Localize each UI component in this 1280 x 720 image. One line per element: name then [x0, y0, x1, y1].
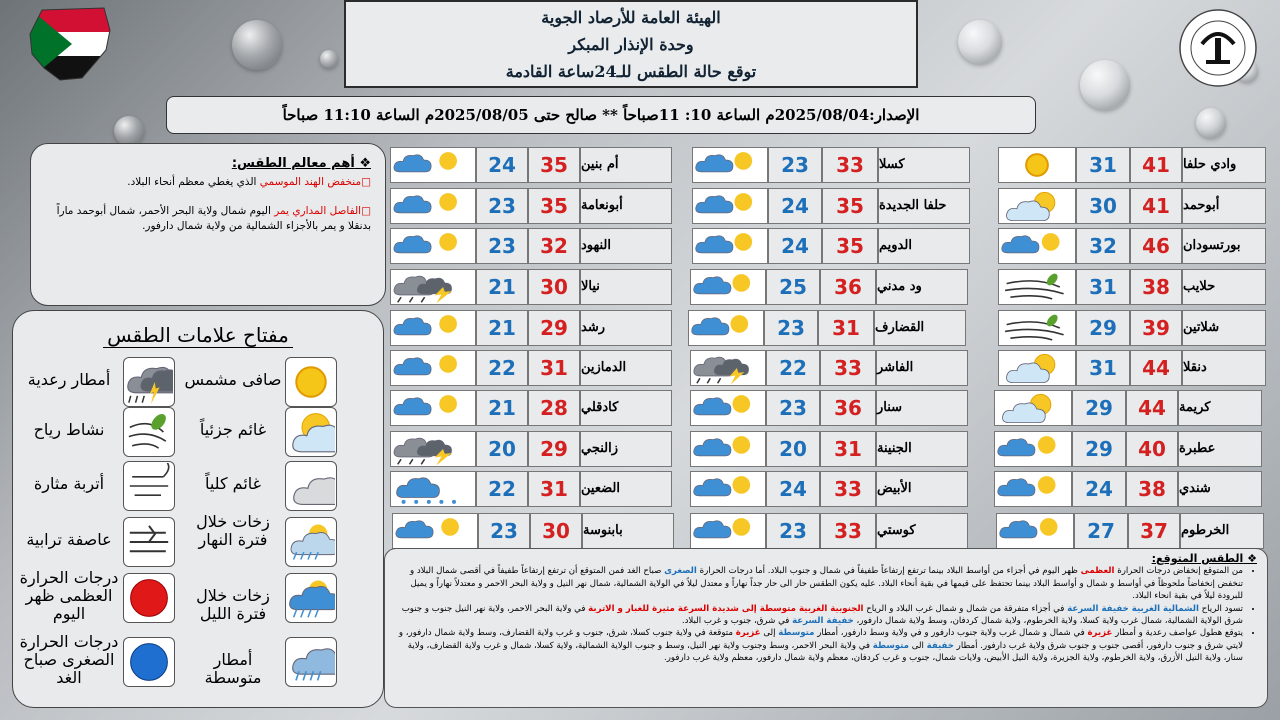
min-temperature: 20 [476, 431, 528, 467]
city-name: بورتسودان [1182, 228, 1266, 264]
max-temperature: 35 [822, 188, 878, 224]
meteorological-authority-logo [1178, 8, 1258, 88]
max-temperature: 41 [1130, 188, 1182, 224]
water-drop [232, 20, 282, 70]
weather-condition-icon [390, 471, 476, 507]
feature-1-text: الذي يغطي معظم أنحاء البلاد. [127, 176, 260, 188]
water-drop [1196, 108, 1226, 138]
max-temperature: 44 [1126, 390, 1178, 426]
thunderstorm-icon [123, 357, 175, 407]
night-showers-icon [285, 573, 337, 623]
legend-label: عاصفة ترابية [26, 530, 112, 549]
city-name: الدمازين [580, 350, 672, 386]
max-temperature: 36 [820, 269, 876, 305]
legend-label: غائم جزئياً [199, 420, 267, 439]
city-name: كادقلي [580, 390, 672, 426]
city-name: حلايب [1182, 269, 1266, 305]
legend-title: مفتاح علامات الطقس [103, 323, 293, 348]
dust-icon [123, 461, 175, 511]
min-temperature: 23 [766, 390, 820, 426]
city-name: كريمة [1178, 390, 1262, 426]
min-temperature: 23 [478, 513, 530, 549]
sudan-flag-map [24, 4, 116, 84]
min-temperature: 21 [476, 269, 528, 305]
legend-label: درجات الحرارة الصغرى صباح الغد [19, 632, 119, 687]
weather-condition-icon [994, 390, 1072, 426]
city-name: الأبيض [876, 471, 968, 507]
city-name: دنقلا [1182, 350, 1266, 386]
min-temperature: 23 [764, 310, 818, 346]
city-name: وادي حلفا [1182, 147, 1266, 183]
weather-condition-icon [390, 147, 476, 183]
weather-condition-icon [392, 513, 478, 549]
max-temperature: 33 [820, 350, 876, 386]
feature-item-1: □منخفض الهند الموسمي الذي يغطي معظم أنحاء البلاد. [127, 176, 371, 188]
min-temperature: 20 [766, 431, 820, 467]
min-temperature: 24 [1072, 471, 1126, 507]
header-line-3: توقع حالة الطقس للـ24ساعة القادمة [505, 62, 757, 81]
city-name: الدويم [878, 228, 970, 264]
weather-condition-icon [998, 188, 1076, 224]
max-temperature: 29 [528, 431, 580, 467]
header-line-1: الهيئة العامة للأرصاد الجوية [541, 8, 721, 27]
legend-label: نشاط رياح [33, 420, 105, 439]
legend-label: أمطار رعدية [27, 370, 111, 389]
dust-storm-icon [123, 517, 175, 567]
forecast-paragraph-temperature: • من المتوقع إنخفاض درجات الحرارة العظمى ظهر اليوم في أجزاء من أواسط البلاد بينما ترتفع إرتفاعاً طفيفاً في شمال و جنوب البلاد. أما درجات الحرارة الصغرى صباح الغد فمن المتوقع أن ترتفع إرتفاعاً طفيفاً في أقصى شمال البلاد و تنخفض إنخفاضاً ملحوظاً في أواسط و شمال و أواسط البلاد بينما تحتفظ على قيمها في بقية أنحاء البلاد. عليه يكون الطقس حار الى حار جداً نهاراً و معتدل ليلاً في الولاية الشمالية، شمال نهر النيل و ولاية البحر الاحمر و معتدلاً نهاراً و يميل للبرودة ليلاً في بقية انحاء البلاد. [395, 565, 1243, 602]
min-temperature: 22 [476, 350, 528, 386]
features-title: أهم معالم الطقس: [231, 156, 355, 171]
weather-condition-icon [692, 228, 768, 264]
city-name: عطبرة [1178, 431, 1262, 467]
city-name: شندي [1178, 471, 1262, 507]
header-title-box [344, 0, 918, 88]
city-name: النهود [580, 228, 672, 264]
max-temperature: 38 [1130, 269, 1182, 305]
forecast-title: الطقس المتوقع: [1151, 552, 1244, 565]
partly-cloudy-icon [285, 407, 337, 457]
min-temperature: 24 [476, 147, 528, 183]
weather-condition-icon [390, 310, 476, 346]
weather-condition-icon [688, 310, 764, 346]
legend-label: زخات خلال فترة الليل [196, 586, 270, 623]
max-temperature: 33 [820, 471, 876, 507]
wind-icon [123, 407, 175, 457]
legend-label: صافى مشمس [184, 370, 282, 389]
min-temperature: 22 [476, 471, 528, 507]
city-name: حلفا الجديدة [878, 188, 970, 224]
city-name: نيالا [580, 269, 672, 305]
max-temperature: 39 [1130, 310, 1182, 346]
max-temperature: 35 [822, 228, 878, 264]
min-temperature: 24 [768, 228, 822, 264]
max-temperature: 33 [820, 513, 876, 549]
weather-condition-icon [996, 513, 1074, 549]
min-temperature: 25 [766, 269, 820, 305]
weather-condition-icon [390, 390, 476, 426]
weather-condition-icon [390, 269, 476, 305]
city-name: بابنوسة [582, 513, 674, 549]
max-temperature: 41 [1130, 147, 1182, 183]
feature-2-highlight: الفاصل المداري يمر [274, 205, 362, 217]
water-drop [114, 116, 144, 146]
min-temperature: 29 [1072, 390, 1126, 426]
water-drop [1080, 60, 1130, 110]
city-name: القضارف [874, 310, 966, 346]
weather-condition-icon [692, 147, 768, 183]
city-name: الخرطوم [1180, 513, 1264, 549]
min-temperature: 21 [476, 310, 528, 346]
weather-condition-icon [690, 431, 766, 467]
city-name: زالنجي [580, 431, 672, 467]
red-circle-icon [123, 573, 175, 623]
max-temperature: 35 [528, 147, 580, 183]
weather-legend-panel [12, 310, 384, 708]
weather-condition-icon [390, 188, 476, 224]
max-temperature: 36 [820, 390, 876, 426]
sun-icon [285, 357, 337, 407]
city-name: سنار [876, 390, 968, 426]
max-temperature: 30 [528, 269, 580, 305]
city-name: رشد [580, 310, 672, 346]
max-temperature: 37 [1128, 513, 1180, 549]
max-temperature: 35 [528, 188, 580, 224]
weather-condition-icon [998, 228, 1076, 264]
feature-1-highlight: منخفض الهند الموسمي [259, 176, 362, 188]
weather-condition-icon [390, 431, 476, 467]
city-name: الفاشر [876, 350, 968, 386]
min-temperature: 23 [476, 228, 528, 264]
city-name: كوستي [876, 513, 968, 549]
header-line-2: وحدة الإنذار المبكر [568, 35, 694, 54]
max-temperature: 31 [818, 310, 874, 346]
moderate-rain-icon [285, 637, 337, 687]
min-temperature: 24 [768, 188, 822, 224]
weather-condition-icon [690, 471, 766, 507]
city-name: الضعين [580, 471, 672, 507]
legend-label: غائم كلياً [204, 474, 262, 493]
min-temperature: 31 [1076, 269, 1130, 305]
expected-weather-panel: ❖ الطقس المتوقع: • من المتوقع إنخفاض درجات الحرارة العظمى ظهر اليوم في أجزاء من أواسط البلاد بينما ترتفع إرتفاعاً طفيفاً في شمال و جنوب البلاد. أما درجات الحرارة الصغرى صباح الغد فمن المتوقع أن ترتفع إرتفاعاً طفيفاً في أقصى شمال البلاد و تنخفض إنخفاضاً ملحوظاً في أواسط و شمال و أواسط البلاد بينما تحتفظ على قيمها في بقية أنحاء البلاد. عليه يكون الطقس حار الى حار جداً نهاراً و معتدل ليلاً في الولاية الشمالية، شمال نهر النيل و ولاية البحر الاحمر و معتدلاً نهاراً و يميل للبرودة ليلاً في بقية انحاء البلاد. • تسود الرياح الشمالية الغربية خفيفة السرعة في أجزاء متفرقة من شمال و شمال غرب البلاد و الرياح الجنوبية الغربية متوسطة إلى شديدة السرعة مثيرة للغبار و الاتربة في ولاية البحر الاحمر، ولاية نهر النيل جنوب و جنوب شرق الولاية الشمالية، شمال غرب ولاية كسلا، ولاية الخرطوم، ولاية شمال كردفان، وسط ولاية شمال دارفور، خفيفة السرعة في شرق، جنوب و غرب البلاد. • يتوقع هطول عواصف رعدية و أمطار غزيرة في شمال و شمال غرب ولاية جنوب دارفور و في ولاية وسط دارفور، أمطار متوسطة إلى غزيرة متوقعة في ولاية جنوب كسلا، شرق، جنوب و غرب ولاية القضارف، وسط ولاية شمال دارفور، و لايتي شرق و جنوب دارفور، أقصى جنوب و جنوب شرق ولاية غرب دارفور. أمطار خفيفة الى متوسطة في ولاية البحر الاحمر، وسط وجنوب ولاية نهر النيل، وسط و جنوب الولاية الشمالية، ولاية كسلا، شمال و غرب ولاية القضارف، ولاية سنار، ولاية النيل الأزرق، ولاية الخرطوم، ولاية الجزيرة، ولاية النيل الأبيض، ولايات شمال، جنوب و غرب كردفان، معظم ولاية شمال دارفور، معظم ولاية غرب دارفور. [384, 548, 1268, 708]
max-temperature: 32 [528, 228, 580, 264]
feature-2-text: اليوم شمال ولاية البحر الأحمر، شمال أبوحمد ماراً بدنقلا و يمر بالأجزاء الشمالية من ولاية شمال دارفور. [56, 205, 371, 232]
min-temperature: 24 [766, 471, 820, 507]
min-temperature: 30 [1076, 188, 1130, 224]
water-drop [958, 20, 1002, 64]
weather-condition-icon [390, 350, 476, 386]
min-temperature: 32 [1076, 228, 1130, 264]
weather-condition-icon [998, 269, 1076, 305]
max-temperature: 40 [1126, 431, 1178, 467]
weather-condition-icon [692, 188, 768, 224]
max-temperature: 38 [1126, 471, 1178, 507]
cloud-icon [285, 461, 337, 511]
weather-features-panel: ❖ أهم معالم الطقس: □منخفض الهند الموسمي الذي يغطي معظم أنحاء البلاد. □الفاصل المداري يمر اليوم شمال ولاية البحر الأحمر، شمال أبوحمد ماراً بدنقلا و يمر بالأجزاء الشمالية من ولاية شمال دارفور. [30, 143, 386, 306]
weather-condition-icon [994, 471, 1072, 507]
min-temperature: 23 [768, 147, 822, 183]
weather-condition-icon [998, 147, 1076, 183]
max-temperature: 33 [822, 147, 878, 183]
max-temperature: 29 [528, 310, 580, 346]
day-showers-icon [285, 517, 337, 567]
city-name: شلاتين [1182, 310, 1266, 346]
max-temperature: 30 [530, 513, 582, 549]
legend-label: زخات خلال فترة النهار [196, 512, 270, 549]
max-temperature: 46 [1130, 228, 1182, 264]
weather-condition-icon [690, 513, 766, 549]
water-drop [320, 50, 338, 68]
max-temperature: 31 [820, 431, 876, 467]
min-temperature: 27 [1074, 513, 1128, 549]
blue-circle-icon [123, 637, 175, 687]
min-temperature: 21 [476, 390, 528, 426]
legend-label: أتربة مثارة [33, 474, 105, 493]
min-temperature: 22 [766, 350, 820, 386]
city-name: أبونعامة [580, 188, 672, 224]
max-temperature: 31 [528, 350, 580, 386]
weather-condition-icon [998, 310, 1076, 346]
min-temperature: 31 [1076, 350, 1130, 386]
issue-validity-bar: الإصدار:2025/08/04م الساعة 10: 11صباحاً ** صالح حتى 2025/08/05م الساعة 11:10 صباحاً [166, 96, 1036, 134]
min-temperature: 29 [1072, 431, 1126, 467]
weather-condition-icon [690, 350, 766, 386]
weather-condition-icon [998, 350, 1076, 386]
city-name: أم بنين [580, 147, 672, 183]
max-temperature: 28 [528, 390, 580, 426]
min-temperature: 29 [1076, 310, 1130, 346]
weather-condition-icon [690, 390, 766, 426]
feature-item-2: □الفاصل المداري يمر اليوم شمال ولاية البحر الأحمر، شمال أبوحمد ماراً بدنقلا و يمر بالأجزاء الشمالية من ولاية شمال دارفور. [56, 205, 371, 232]
legend-label: أمطار متوسطة [204, 650, 262, 687]
forecast-paragraph-wind: • تسود الرياح الشمالية الغربية خفيفة السرعة في أجزاء متفرقة من شمال و شمال غرب البلاد و الرياح الجنوبية الغربية متوسطة إلى شديدة السرعة مثيرة للغبار و الاتربة في ولاية البحر الاحمر، ولاية نهر النيل جنوب و جنوب شرق الولاية الشمالية، شمال غرب ولاية كسلا، ولاية الخرطوم، ولاية شمال كردفان، وسط ولاية شمال دارفور، خفيفة السرعة في شرق، جنوب و غرب البلاد. [395, 603, 1243, 628]
city-name: أبوحمد [1182, 188, 1266, 224]
forecast-paragraph-rain: • يتوقع هطول عواصف رعدية و أمطار غزيرة في شمال و شمال غرب ولاية جنوب دارفور و في ولاية وسط دارفور، أمطار متوسطة إلى غزيرة متوقعة في ولاية جنوب كسلا، شرق، جنوب و غرب ولاية القضارف، وسط ولاية شمال دارفور، و لايتي شرق و جنوب دارفور، أقصى جنوب و جنوب شرق ولاية غرب دارفور. أمطار خفيفة الى متوسطة في ولاية البحر الاحمر، وسط وجنوب ولاية نهر النيل، وسط و جنوب الولاية الشمالية، ولاية كسلا، شمال و غرب ولاية القضارف، ولاية سنار، ولاية النيل الأزرق، ولاية الخرطوم، ولاية الجزيرة، ولاية النيل الأبيض، ولايات شمال، جنوب و غرب كردفان، معظم ولاية شمال دارفور، معظم ولاية غرب دارفور. [395, 627, 1243, 664]
weather-condition-icon [690, 269, 766, 305]
city-name: الجنينة [876, 431, 968, 467]
legend-label: درجات الحرارة العظمى ظهر اليوم [19, 568, 119, 623]
min-temperature: 23 [766, 513, 820, 549]
max-temperature: 31 [528, 471, 580, 507]
min-temperature: 23 [476, 188, 528, 224]
max-temperature: 44 [1130, 350, 1182, 386]
city-name: كسلا [878, 147, 970, 183]
min-temperature: 31 [1076, 147, 1130, 183]
weather-condition-icon [994, 431, 1072, 467]
weather-condition-icon [390, 228, 476, 264]
city-name: ود مدني [876, 269, 968, 305]
